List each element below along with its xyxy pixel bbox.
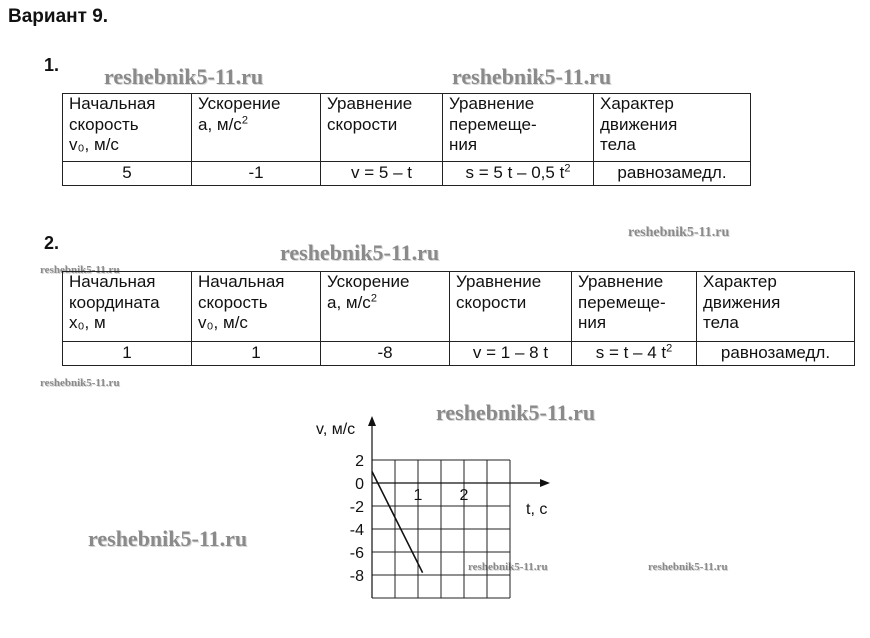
table-header-cell: Уравнение перемеще- ния	[443, 94, 594, 162]
table-header-cell: Характер движения тела	[697, 272, 855, 342]
x-axis-label: t, с	[526, 501, 548, 518]
watermark: reshebnik5-11.ru	[436, 400, 596, 425]
watermark: reshebnik5-11.ru	[280, 240, 440, 265]
watermark: reshebnik5-11.ru	[40, 377, 120, 389]
table-cell: s = t – 4 $t^2$	[572, 342, 697, 366]
table-header-cell: Ускорение а, $м/с^2$	[192, 94, 321, 162]
y-tick-label: -2	[349, 499, 364, 516]
table-cell: -8	[321, 342, 450, 366]
watermark: reshebnik5-11.ru	[468, 561, 548, 573]
table-header-row	[63, 272, 855, 342]
y-tick-label: -8	[349, 568, 364, 585]
watermark: reshebnik5-11.ru	[88, 526, 248, 551]
table-header-cell: Уравнение перемеще- ния	[572, 272, 697, 342]
table-header-cell: Характер движения тела	[594, 94, 751, 162]
table-row	[63, 162, 751, 186]
x-axis-arrow	[540, 479, 550, 487]
chart-grid	[372, 460, 510, 598]
table-cell: 1	[192, 342, 321, 366]
table-row	[63, 342, 855, 366]
chart-ticks	[350, 453, 469, 585]
table-cell: v = 1 – 8 t	[450, 342, 572, 366]
page-title: Вариант 9.	[8, 6, 109, 27]
watermark: reshebnik5-11.ru	[40, 264, 120, 276]
table-cell: -1	[192, 162, 321, 186]
watermark: reshebnik5-11.ru	[104, 64, 264, 89]
x-tick-label: 2	[459, 487, 469, 504]
table-header-cell: Ускорение а, $м/с^2$	[321, 272, 450, 342]
table-header-cell: Уравнение скорости	[450, 272, 572, 342]
table-cell: 1	[63, 342, 192, 366]
task2-table	[62, 271, 855, 366]
task1-table	[62, 93, 751, 186]
y-tick-label: 0	[355, 476, 364, 493]
y-axis-arrow	[368, 416, 376, 426]
velocity-chart	[300, 410, 570, 600]
table-cell: v = 5 – t	[321, 162, 443, 186]
task1-number: 1.	[44, 55, 60, 75]
x-tick-label: 1	[413, 487, 423, 504]
table-cell: s = 5 t – 0,5 $t^2$	[443, 162, 594, 186]
y-axis-label: v, м/с	[316, 421, 356, 438]
table-header-cell: Начальная координата x₀, м	[63, 272, 192, 342]
y-tick-label: 2	[355, 453, 364, 470]
watermark: reshebnik5-11.ru	[628, 225, 730, 240]
task2-number: 2.	[44, 233, 60, 253]
y-tick-label: -4	[349, 522, 364, 539]
y-tick-label: -6	[349, 545, 364, 562]
watermark: reshebnik5-11.ru	[648, 561, 728, 573]
table-cell: равнозамедл.	[594, 162, 751, 186]
table-header-cell: Начальная скорость v₀, м/с	[63, 94, 192, 162]
table-header-cell: Начальная скорость v₀, м/с	[192, 272, 321, 342]
table-header-row	[63, 94, 751, 162]
table-cell: 5	[63, 162, 192, 186]
table-header-cell: Уравнение скорости	[321, 94, 443, 162]
watermark: reshebnik5-11.ru	[452, 64, 612, 89]
table-cell: равнозамедл.	[697, 342, 855, 366]
